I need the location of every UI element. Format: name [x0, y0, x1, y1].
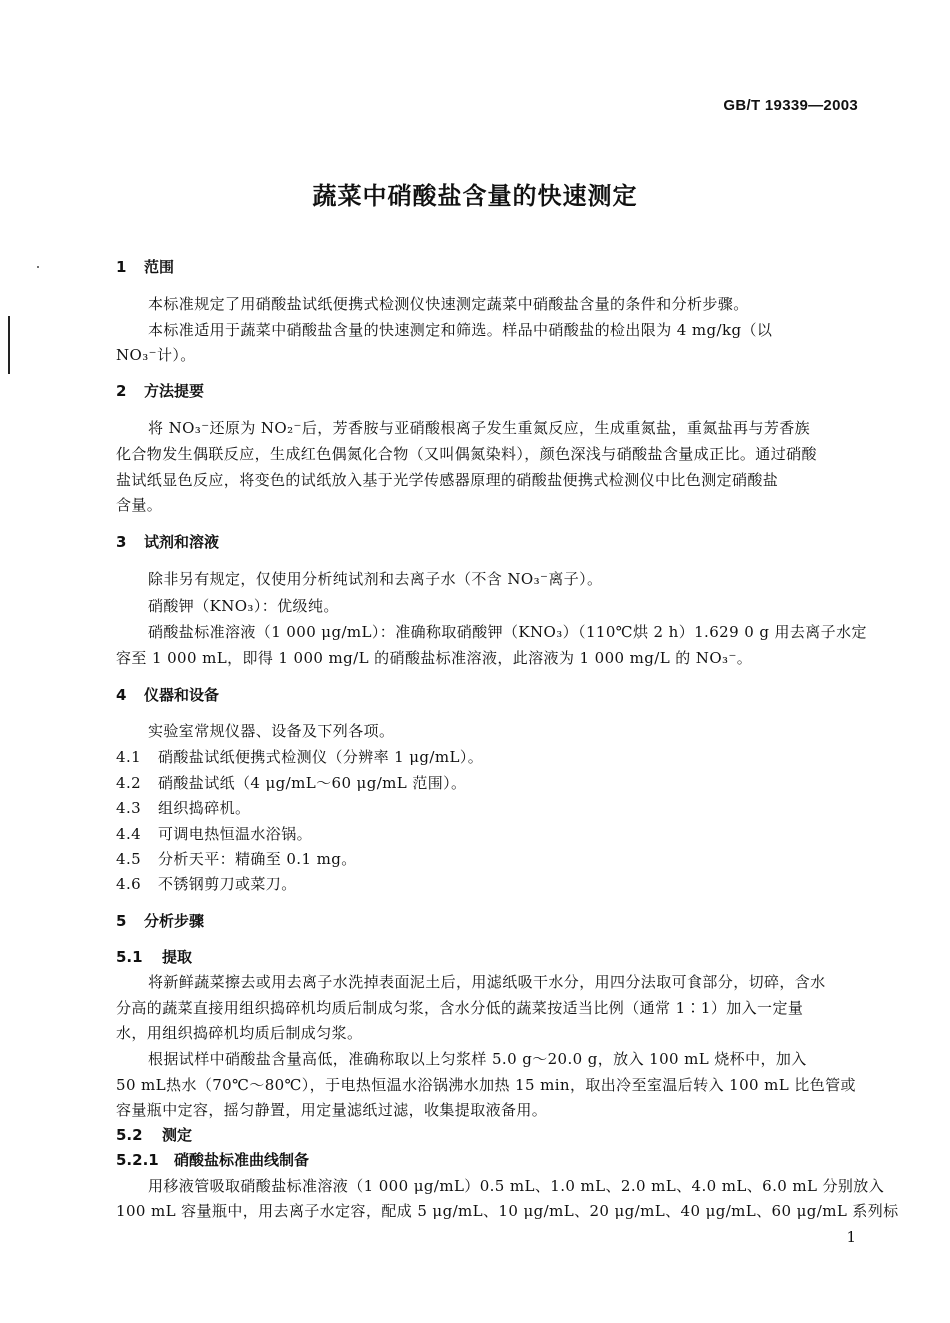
item-text: 硝酸盐试纸便携式检测仪（分辨率 1 μg/mL）。	[158, 748, 484, 766]
item-number: 4.4	[116, 825, 142, 843]
item-number: 4.1	[116, 748, 142, 766]
item-text: 硝酸盐试纸（4 μg/mL～60 μg/mL 范围）。	[158, 774, 467, 792]
section-number: 1	[116, 258, 127, 276]
section-2-heading	[116, 380, 204, 401]
paragraph-line: 硝酸钾（KNO₃）：优级纯。	[148, 597, 339, 615]
paragraph-line: 本标准适用于蔬菜中硝酸盐含量的快速测定和筛选。样品中硝酸盐的检出限为 4 mg/kg（以	[148, 321, 773, 339]
section-number: 5	[116, 912, 127, 930]
section-title: 范围	[144, 258, 175, 276]
section-3-heading	[116, 531, 219, 552]
paragraph-line: 用移液管吸取硝酸盐标准溶液（1 000 μg/mL）0.5 mL、1.0 mL、2.0 mL、4.0 mL、6.0 mL 分别放入	[148, 1177, 885, 1195]
section-4-heading	[116, 684, 219, 705]
paragraph-line: 水，用组织捣碎机均质后制成匀浆。	[116, 1024, 363, 1042]
paragraph-line: 含量。	[116, 496, 163, 514]
item-text: 不锈钢剪刀或菜刀。	[158, 875, 297, 893]
item-number: 4.2	[116, 774, 142, 792]
section-title: 试剂和溶液	[144, 533, 220, 551]
subsection-title: 提取	[162, 948, 193, 966]
paragraph-line: NO₃⁻计）。	[116, 346, 196, 364]
subsection-5-2-heading	[116, 1124, 192, 1145]
scan-dot	[37, 266, 39, 268]
paragraph-line: 容量瓶中定容，摇匀静置，用定量滤纸过滤，收集提取液备用。	[116, 1101, 548, 1119]
item-text: 组织捣碎机。	[158, 799, 251, 817]
section-number: 4	[116, 686, 127, 704]
section-5-heading	[116, 910, 204, 931]
subsection-number: 5.2.1	[116, 1151, 159, 1169]
paragraph-line: 本标准规定了用硝酸盐试纸便携式检测仪快速测定蔬菜中硝酸盐含量的条件和分析步骤。	[148, 295, 749, 313]
list-item	[116, 848, 357, 869]
subsection-5-2-1-heading	[116, 1149, 309, 1170]
document-title: 蔬菜中硝酸盐含量的快速测定	[312, 182, 638, 210]
list-item	[116, 746, 483, 767]
section-title: 分析步骤	[144, 912, 205, 930]
paragraph-line: 硝酸盐标准溶液（1 000 μg/mL）：准确称取硝酸钾（KNO₃）（110℃烘 2 h）1.629 0 g 用去离子水定	[148, 623, 867, 641]
section-title: 仪器和设备	[144, 686, 220, 704]
subsection-number: 5.2	[116, 1126, 143, 1144]
section-1-heading	[116, 256, 174, 277]
paragraph-line: 根据试样中硝酸盐含量高低，准确称取以上匀浆样 5.0 g～20.0 g，放入 100 mL 烧杯中，加入	[148, 1050, 807, 1068]
paragraph-line: 除非另有规定，仅使用分析纯试剂和去离子水（不含 NO₃⁻离子）。	[148, 570, 603, 588]
subsection-title: 测定	[162, 1126, 193, 1144]
item-text: 分析天平：精确至 0.1 mg。	[158, 850, 357, 868]
subsection-number: 5.1	[116, 948, 143, 966]
paragraph-line: 分高的蔬菜直接用组织捣碎机均质后制成匀浆，含水分低的蔬菜按适当比例（通常 1∶1）加入一定量	[116, 999, 804, 1017]
item-text: 可调电热恒温水浴锅。	[158, 825, 313, 843]
list-item	[116, 873, 297, 894]
section-number: 3	[116, 533, 127, 551]
list-item	[116, 797, 250, 818]
paragraph-line: 100 mL 容量瓶中，用去离子水定容，配成 5 μg/mL、10 μg/mL、20 μg/mL、40 μg/mL、60 μg/mL 系列标	[116, 1202, 899, 1220]
paragraph-line: 将新鲜蔬菜擦去或用去离子水洗掉表面泥土后，用滤纸吸干水分，用四分法取可食部分，切碎，含水	[148, 973, 826, 991]
paragraph-line: 化合物发生偶联反应，生成红色偶氮化合物（又叫偶氮染料），颜色深浅与硝酸盐含量成正比。通过硝酸	[116, 445, 817, 463]
standard-number: GB/T 19339—2003	[723, 97, 858, 114]
paragraph-line: 50 mL热水（70℃～80℃），于电热恒温水浴锅沸水加热 15 min，取出冷至室温后转入 100 mL 比色管或	[116, 1076, 856, 1094]
paragraph-line: 盐试纸显色反应，将变色的试纸放入基于光学传感器原理的硝酸盐便携式检测仪中比色测定硝酸盐	[116, 471, 779, 489]
item-number: 4.6	[116, 875, 142, 893]
subsection-5-1-heading	[116, 946, 192, 967]
item-number: 4.3	[116, 799, 142, 817]
item-number: 4.5	[116, 850, 142, 868]
list-item	[116, 823, 312, 844]
page-number: 1	[846, 1228, 856, 1246]
list-item	[116, 772, 466, 793]
section-number: 2	[116, 382, 127, 400]
section-title: 方法提要	[144, 382, 205, 400]
paragraph-line: 将 NO₃⁻还原为 NO₂⁻后，芳香胺与亚硝酸根离子发生重氮反应，生成重氮盐，重氮盐再与芳香族	[148, 419, 811, 437]
paragraph-line: 实验室常规仪器、设备及下列各项。	[148, 722, 395, 740]
scan-margin-bar	[8, 316, 10, 374]
paragraph-line: 容至 1 000 mL，即得 1 000 mg/L 的硝酸盐标准溶液，此溶液为 1 000 mg/L 的 NO₃⁻。	[116, 649, 753, 667]
subsection-title: 硝酸盐标准曲线制备	[174, 1151, 310, 1169]
